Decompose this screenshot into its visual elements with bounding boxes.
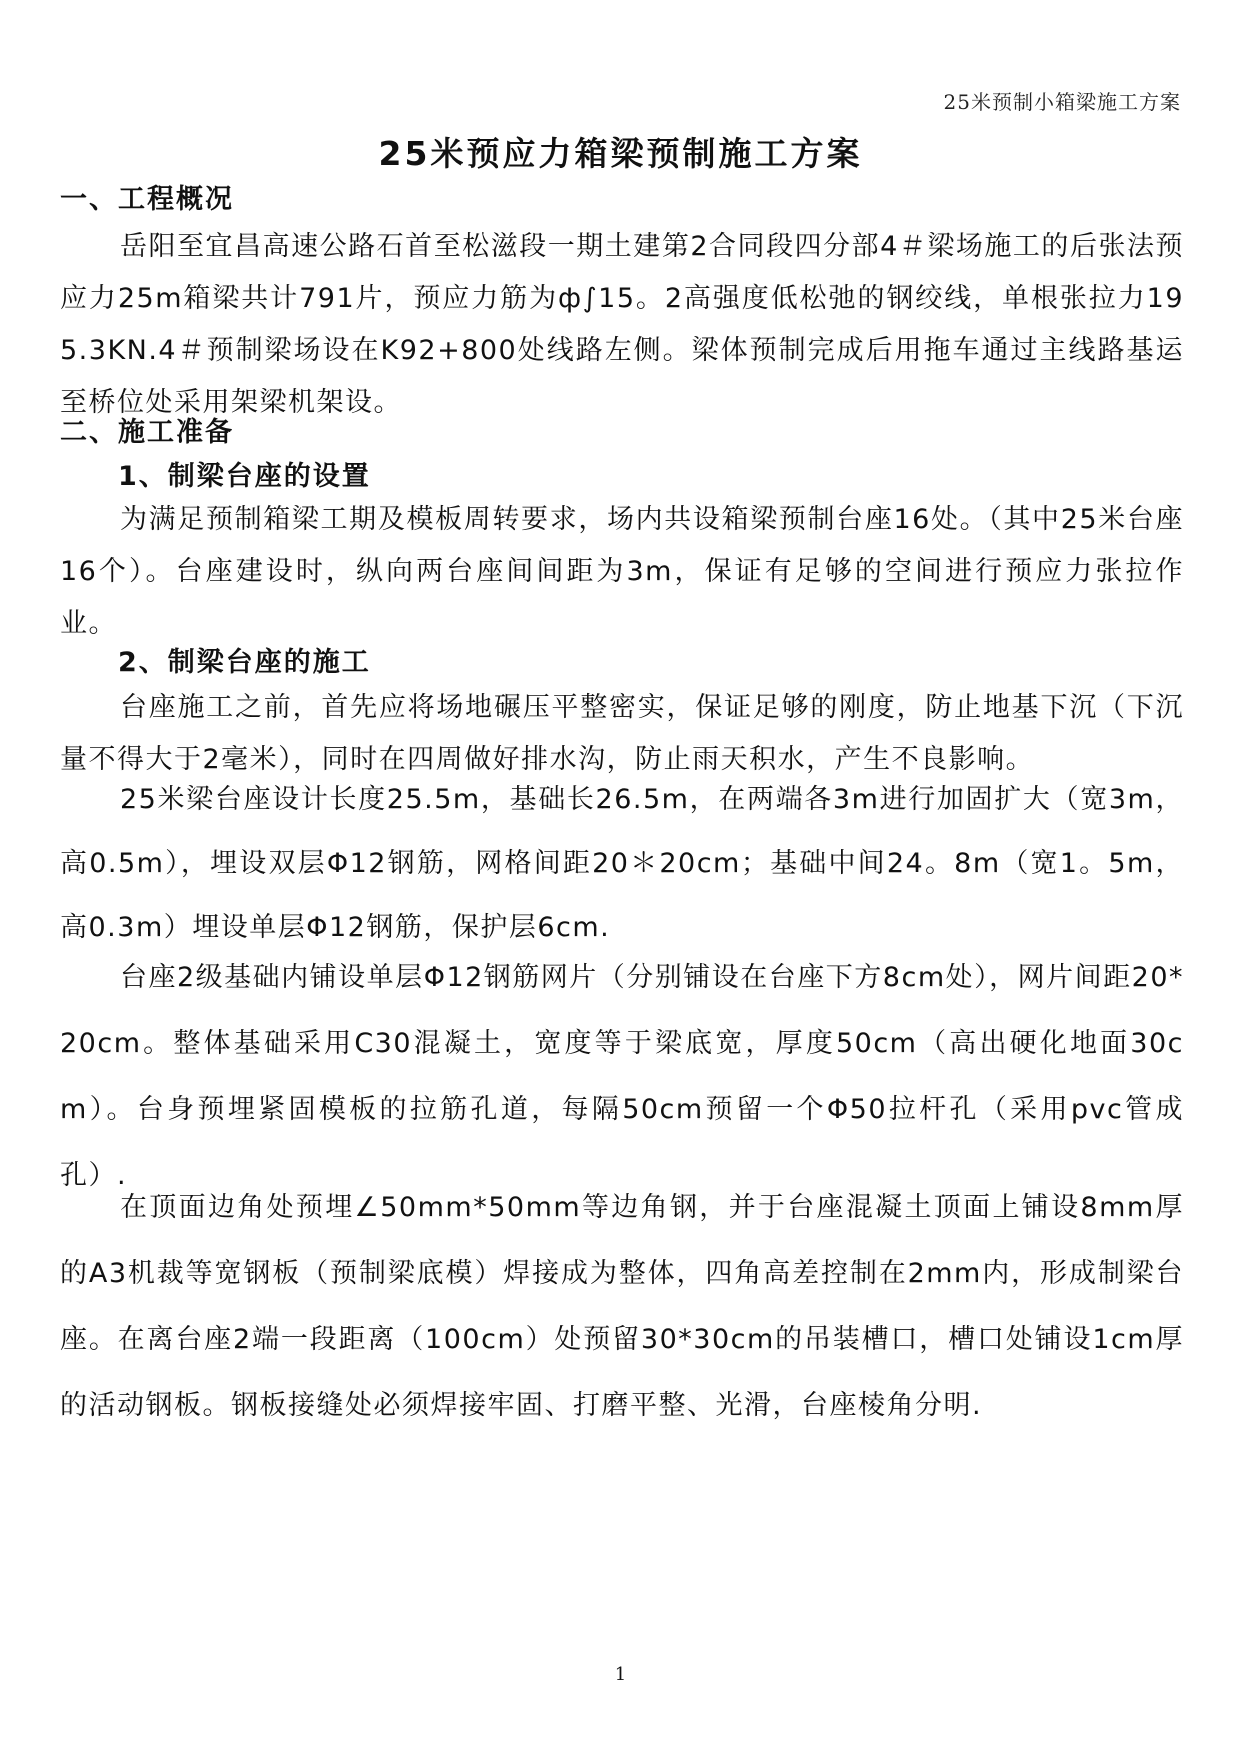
section-heading-preparation: 二、施工准备 [60, 417, 234, 448]
document-title: 25米预应力箱梁预制施工方案 [378, 134, 863, 173]
paragraph-pedestal-design: 25米梁台座设计长度25.5m，基础长26.5m，在两端各3m进行加固扩大（宽3m，高0.5m），埋设双层Φ12钢筋，网格间距20＊20cm；基础中间24。8m（宽1。5m，高0.3m）埋设单层Φ12钢筋，保护层6cm. [60, 784, 1184, 943]
paragraph-bottom-formwork: 在顶面边角处预埋∠50mm*50mm等边角钢，并于台座混凝土顶面上铺设8mm厚的A3机裁等宽钢板（预制梁底模）焊接成为整体，四角高差控制在2mm内，形成制梁台座。在离台座2端一段距离（100cm）处预留30*30cm的吊装槽口，槽口处铺设1cm厚的活动钢板。钢板接缝处必须焊接牢固、打磨平整、光滑，台座棱角分明. [60, 1192, 1184, 1421]
subsection-heading-pedestal-construction: 2、制梁台座的施工 [118, 647, 371, 678]
paragraph-site-preparation: 台座施工之前，首先应将场地碾压平整密实，保证足够的刚度，防止地基下沉（下沉量不得大于2毫米），同时在四周做好排水沟，防止雨天积水，产生不良影响。 [60, 692, 1184, 775]
paragraph-pedestal-setup: 为满足预制箱梁工期及模板周转要求，场内共设箱梁预制台座16处。（其中25米台座16个）。台座建设时，纵向两台座间间距为3m，保证有足够的空间进行预应力张拉作业。 [60, 504, 1184, 639]
subsection-heading-pedestal-setup: 1、制梁台座的设置 [118, 461, 371, 492]
section-heading-overview: 一、工程概况 [60, 184, 234, 215]
paragraph-foundation: 台座2级基础内铺设单层Φ12钢筋网片（分别铺设在台座下方8cm处），网片间距20*20cm。整体基础采用C30混凝土，宽度等于梁底宽，厚度50cm（高出硬化地面30cm）。台身预埋紧固模板的拉筋孔道，每隔50cm预留一个Φ50拉杆孔（采用pvc管成孔）. [60, 962, 1184, 1191]
paragraph-overview: 岳阳至宜昌高速公路石首至松滋段一期土建第2合同段四分部4＃梁场施工的后张法预应力25m箱梁共计791片，预应力筋为ф∫15。2高强度低松弛的钢绞线，单根张拉力195.3KN.4＃预制梁场设在K92+800处线路左侧。梁体预制完成后用拖车通过主线路基运至桥位处采用架梁机架设。 [60, 231, 1184, 418]
page-number: 1 [614, 1664, 627, 1685]
running-header: 25米预制小箱梁施工方案 [943, 90, 1181, 114]
